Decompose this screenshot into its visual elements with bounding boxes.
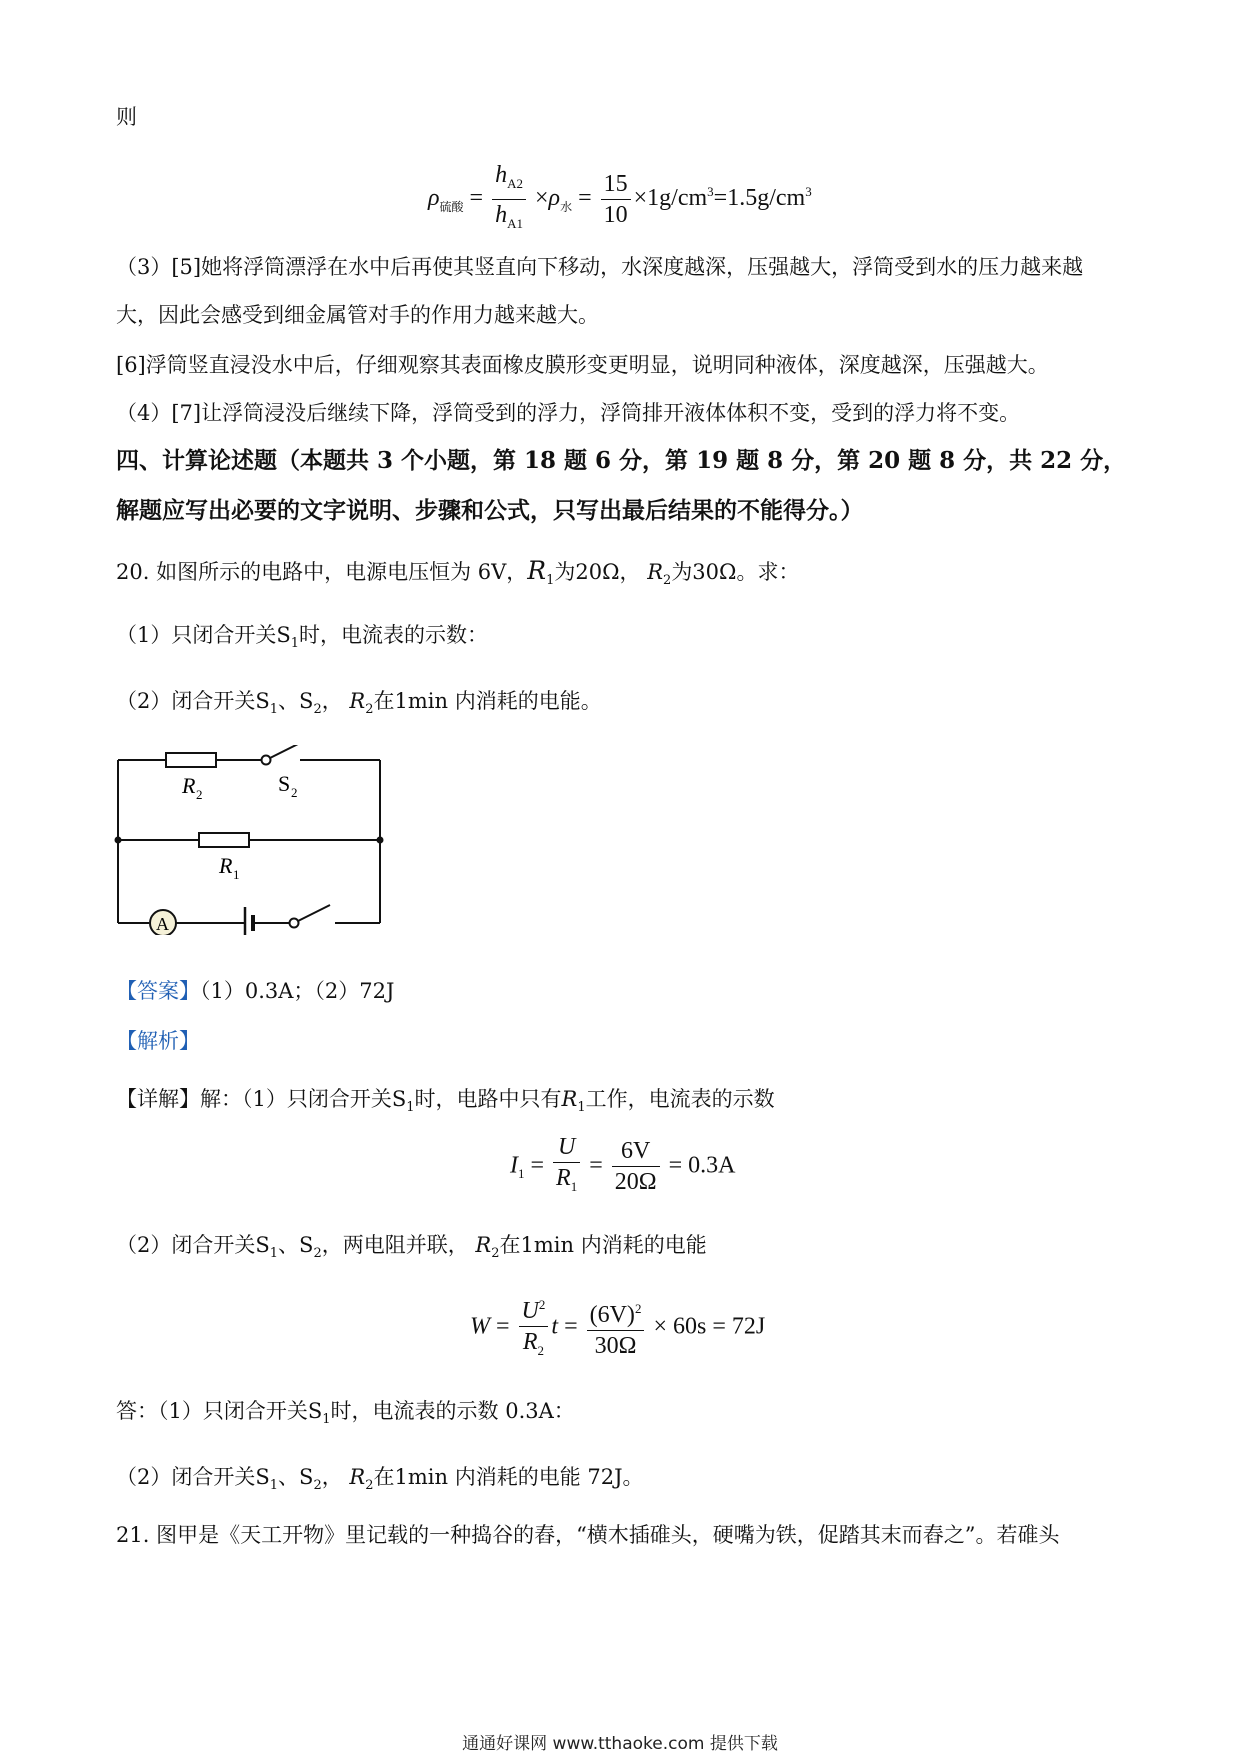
text: 【详解】解：（1）只闭合开关 (116, 1087, 392, 1111)
fraction-num: (6V) (589, 1302, 635, 1329)
label-r2-sub: 2 (196, 787, 203, 802)
question-20-part1 (116, 620, 488, 659)
symbol-s: S (299, 1233, 314, 1257)
formula-r: R (556, 1165, 571, 1191)
fraction-num: U (553, 1132, 580, 1163)
text: 20. 如图所示的电路中，电源电压恒为 6V， (116, 560, 528, 584)
text: 、 (278, 1233, 300, 1257)
symbol-sub: 2 (365, 702, 374, 718)
answer-tag: 【答案】 (116, 979, 200, 1003)
symbol-sub: 1 (577, 1100, 586, 1116)
formula-rho: ρ (428, 184, 440, 211)
formula-text: ×1g/cm (633, 184, 708, 211)
label-r1: R (219, 853, 233, 878)
symbol-sub: 1 (406, 1100, 415, 1116)
text: 时，电流表的示数： (299, 623, 489, 647)
symbol-s: S (299, 1465, 314, 1489)
text: 在1min 内消耗的电能 (499, 1233, 707, 1257)
fraction-num: 6V (612, 1136, 660, 1167)
fraction (612, 1136, 660, 1197)
fraction-den: 30Ω (594, 1333, 637, 1360)
formula-h: h (495, 162, 508, 188)
formula-eq: = (496, 1313, 510, 1340)
symbol-sub: 2 (313, 702, 322, 718)
text: （2）闭合开关 (116, 1233, 256, 1257)
final-answer-1 (116, 1396, 575, 1435)
switch-s2-pivot (262, 756, 271, 765)
answer-text: （1）0.3A；（2）72J (200, 979, 395, 1003)
switch-s1-blade (298, 905, 330, 921)
text: 工作，电流表的示数 (585, 1087, 775, 1111)
formula-eq: = (589, 1152, 603, 1179)
symbol-sub: 2 (313, 1246, 322, 1262)
formula-eq: = (530, 1152, 545, 1179)
formula-sub: 硫酸 (439, 199, 464, 214)
symbol-sub: 1 (269, 1246, 279, 1262)
formula-i: I (510, 1152, 518, 1179)
formula-r: R (522, 1329, 538, 1355)
switch-s2-blade (270, 745, 300, 758)
fraction (587, 1294, 645, 1361)
formula-result: × 60s = 72J (653, 1313, 766, 1340)
symbol-s: S (391, 1087, 407, 1111)
label-r1-sub: 1 (233, 867, 240, 882)
text: 答：（1）只闭合开关 (116, 1399, 308, 1423)
text: （2）闭合开关 (116, 689, 256, 713)
fraction-den: 20Ω (614, 1169, 657, 1196)
text-line: [6]浮筒竖直浸没水中后，仔细观察其表面橡皮膜形变更明显，说明同种液体，深度越深，压强越大。 (116, 353, 1049, 377)
label-s2-sub: 2 (291, 785, 298, 800)
text: ，两电阻并联， (321, 1233, 469, 1257)
symbol-sub: 1 (269, 1478, 279, 1494)
page-footer: 通通好课网 www.tthaoke.com 提供下载 (462, 1734, 778, 1754)
formula-sup: 2 (538, 1297, 546, 1312)
fraction (553, 1132, 580, 1202)
symbol-s: S (255, 1465, 270, 1489)
formula-sub: 1 (570, 1178, 578, 1194)
fraction-num: 15 (601, 169, 631, 200)
symbol-sub: 1 (269, 702, 279, 718)
section-heading: 四、计算论述题（本题共 3 个小题，第 18 题 6 分，第 19 题 8 分，第 20 题 8 分，共 22 分， (116, 447, 1127, 474)
text-line: 大，因此会感受到细金属管对手的作用力越来越大。 (116, 303, 599, 327)
text: 在1min 内消耗的电能。 (373, 689, 602, 713)
formula-text: =1.5g/cm (713, 184, 806, 211)
symbol-sub: 1 (546, 573, 555, 589)
question-20 (116, 556, 799, 596)
text: （2）闭合开关 (116, 1465, 256, 1489)
text: 为30Ω。求： (671, 560, 800, 584)
text: 在1min 内消耗的电能 72J。 (373, 1465, 644, 1489)
energy-formula (470, 1290, 765, 1366)
formula-sup: 3 (805, 183, 812, 199)
formula-rho: ρ (548, 184, 561, 211)
formula-w: W (470, 1313, 490, 1340)
label-a: A (156, 914, 169, 934)
formula-sub: 2 (537, 1342, 545, 1358)
switch-s1-pivot (290, 919, 299, 928)
resistor-r1 (199, 833, 249, 847)
symbol-sub: 2 (663, 573, 672, 589)
formula-eq: = (578, 184, 592, 211)
detail-line (116, 1084, 775, 1123)
formula-sup: 3 (707, 183, 714, 199)
symbol-s: S (255, 689, 270, 713)
label-s2: S (278, 771, 291, 796)
analysis-tag: 【解析】 (116, 1029, 200, 1053)
text: 为20Ω， (554, 560, 641, 584)
symbol-s: S (307, 1399, 323, 1423)
fraction-den: 10 (603, 201, 628, 228)
formula-h: h (495, 201, 508, 228)
symbol-sub: 2 (365, 1478, 374, 1494)
fraction (519, 1290, 549, 1366)
formula-sup: 2 (634, 1301, 642, 1317)
text-line: （4）[7]让浮筒浸没后继续下降，浮筒受到的浮力，浮筒排开液体体积不变，受到的浮力将不变。 (116, 401, 1021, 425)
symbol-sub: 2 (313, 1478, 322, 1494)
formula-eq: = (469, 184, 484, 211)
symbol-sub: 2 (491, 1246, 500, 1262)
symbol-r: R (475, 1233, 492, 1257)
text: （1）只闭合开关 (116, 623, 277, 647)
symbol-sub: 1 (290, 636, 300, 652)
formula-result: = 0.3A (668, 1152, 736, 1179)
symbol-s: S (276, 623, 291, 647)
text-line: 则 (116, 105, 137, 129)
formula-times: × (534, 184, 549, 211)
fraction (601, 169, 631, 230)
current-formula (510, 1132, 735, 1202)
section-heading: 解题应写出必要的文字说明、步骤和公式，只写出最后结果的不能得分。） (116, 497, 864, 524)
text: 时，电路中只有 (414, 1087, 562, 1111)
formula-sub: A1 (507, 215, 523, 231)
question-20-part2 (116, 686, 602, 725)
text: 、 (278, 1465, 300, 1489)
text: ， (321, 1465, 343, 1489)
formula-sub: 1 (518, 1166, 525, 1182)
text: 时，电流表的示数 0.3A： (330, 1399, 575, 1423)
junction-dot (115, 837, 122, 844)
final-answer-2 (116, 1462, 644, 1501)
formula-sub: A2 (507, 175, 523, 191)
formula-sub: 水 (560, 199, 573, 214)
symbol-sub: 1 (322, 1412, 331, 1428)
text: ， (321, 689, 343, 713)
fraction (492, 160, 526, 239)
formula-t: t (551, 1313, 559, 1340)
symbol-r: R (527, 556, 547, 585)
text: 、 (278, 689, 300, 713)
symbol-r: R (561, 1087, 578, 1111)
formula-eq: = (564, 1313, 578, 1340)
symbol-s: S (255, 1233, 270, 1257)
symbol-s: S (299, 689, 314, 713)
formula-u: U (521, 1298, 539, 1324)
text-line: （3）[5]她将浮筒漂浮在水中后再使其竖直向下移动，水深度越深，压强越大，浮筒受到水的压力越来越 (116, 255, 1084, 279)
answer-line (116, 976, 394, 1006)
symbol-r: R (647, 560, 664, 584)
label-r2: R (182, 773, 196, 798)
circuit-diagram (110, 745, 390, 935)
question-21: 21. 图甲是《天工开物》里记载的一种捣谷的舂，“横木插碓头，硬嘴为铁，促踏其末而舂之”。若碓头 (116, 1523, 1060, 1547)
symbol-r: R (349, 689, 366, 713)
junction-dot (377, 837, 384, 844)
detail-line-2 (116, 1230, 707, 1269)
symbol-r: R (349, 1465, 366, 1489)
resistor-r2 (166, 753, 216, 767)
density-formula (428, 160, 812, 239)
